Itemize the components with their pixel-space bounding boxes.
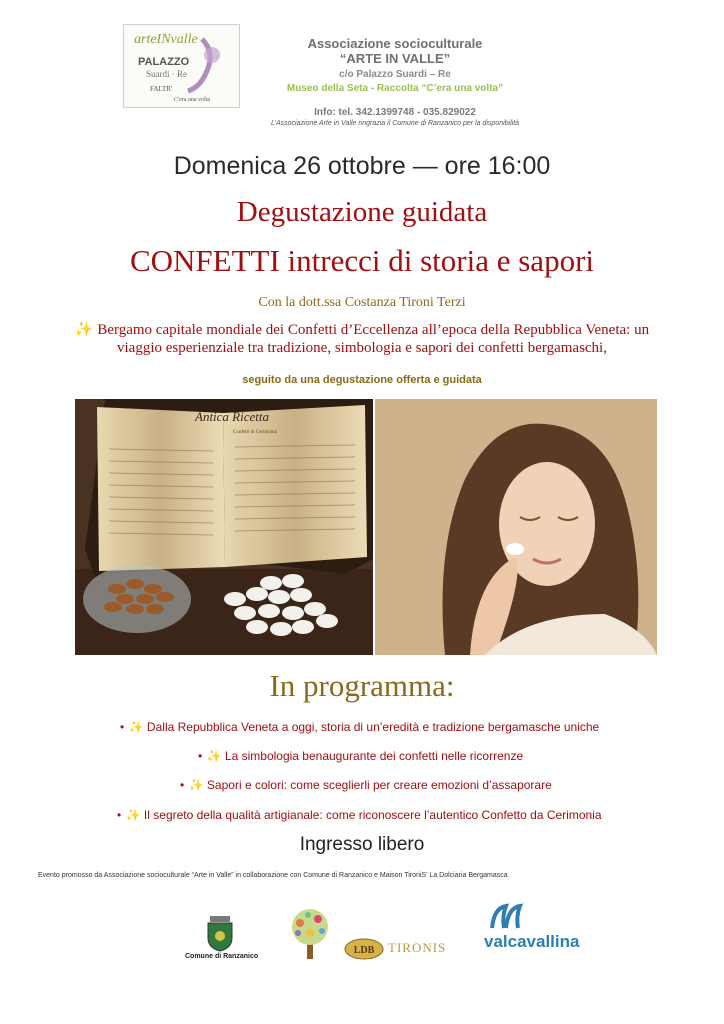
- org-info: Info: tel. 342.1399748 - 035.829022: [314, 107, 476, 118]
- association-logo-graphic: [124, 25, 239, 107]
- event-speaker: Con la dott.ssa Costanza Tironi Terzi: [258, 295, 466, 310]
- tironis-logo: TIRONIS: [388, 940, 447, 955]
- org-thanks: L’Associazione Arte in Valle ringrazia il Comune di Ranzanico per la disponibilità: [270, 120, 520, 127]
- event-followup: seguito da una degustazione offerta e guidata: [242, 374, 482, 386]
- program-item: [117, 806, 602, 824]
- book-title: Antica Ricetta: [195, 409, 270, 424]
- photo-woman-tasting: [375, 399, 657, 655]
- org-museum: Museo della Seta - Raccolta “C’era una volta”: [286, 83, 504, 94]
- logo-text-faltr: FALTR': [150, 85, 173, 93]
- program-heading: In programma:: [269, 668, 455, 703]
- tree-logo-icon: [280, 905, 340, 965]
- bullet: •: [120, 720, 125, 734]
- entry-free: Ingresso libero: [299, 834, 425, 855]
- bullet: •: [180, 778, 185, 792]
- ldb-logo: [344, 938, 384, 960]
- program-item: [198, 747, 523, 765]
- promo-text: Evento promosso da Associazione socioculturale “Arte in Valle” in collaborazione con Comune di Ranzanico e Maison TironiS’ La Dolciaria Bergamasca: [38, 872, 508, 879]
- logo-text-ceraunavolta: C'era una volta: [174, 97, 211, 103]
- comune-crest-icon: [202, 914, 238, 952]
- photo-book-graphic: [75, 399, 373, 655]
- program-item: [120, 718, 599, 736]
- event-description-line-2: viaggio esperienziale tra tradizione, simbologia e sapori dei confetti bergamaschi,: [117, 340, 607, 356]
- logo-text-palazzo: PALAZZO: [138, 56, 190, 68]
- logo-text-suardi: Suardi · Re: [146, 69, 187, 79]
- event-title-1: Degustazione guidata: [236, 196, 488, 228]
- program-item-text: ✨ Il segreto della qualità artigianale: come riconoscere l’autentico Confetto da Cerimonia: [125, 808, 602, 822]
- event-description: [60, 321, 664, 357]
- ldb-text: LDB: [353, 945, 375, 956]
- org-address: c/o Palazzo Suardi – Re: [339, 69, 451, 80]
- program-item-text: ✨ Dalla Repubblica Veneta a oggi, storia di un’eredità e tradizione bergamasche uniche: [128, 720, 600, 734]
- association-logo: [123, 24, 240, 108]
- valcavallina-logo: valcavallina: [484, 932, 580, 951]
- program-item: [180, 776, 552, 794]
- event-description-line-1: ✨ Bergamo capitale mondiale dei Confetti d’Eccellenza all’epoca della Repubblica Veneta: un: [74, 322, 650, 338]
- photo-woman-graphic: [375, 399, 657, 655]
- event-date: Domenica 26 ottobre — ore 16:00: [173, 152, 551, 180]
- bullet: •: [117, 808, 122, 822]
- event-title-2: CONFETTI intrecci di storia e sapori: [129, 243, 595, 278]
- org-title: Associazione socioculturale: [307, 36, 483, 51]
- comune-label: Comune di Ranzanico: [185, 953, 259, 960]
- program-item-text: ✨ Sapori e colori: come sceglierli per creare emozioni d’assaporare: [188, 778, 552, 792]
- book-subtitle: Confetti di Cerimonia: [233, 430, 277, 435]
- bullet: •: [198, 749, 203, 763]
- photo-book-and-confetti: [75, 399, 373, 655]
- org-name: “ARTE IN VALLE”: [339, 51, 451, 66]
- program-item-text: ✨ La simbologia benaugurante dei confetti nelle ricorrenze: [206, 749, 524, 763]
- valcavallina-mark-icon: [488, 902, 524, 932]
- logo-text-artinvalle: arteINvalle: [134, 32, 198, 47]
